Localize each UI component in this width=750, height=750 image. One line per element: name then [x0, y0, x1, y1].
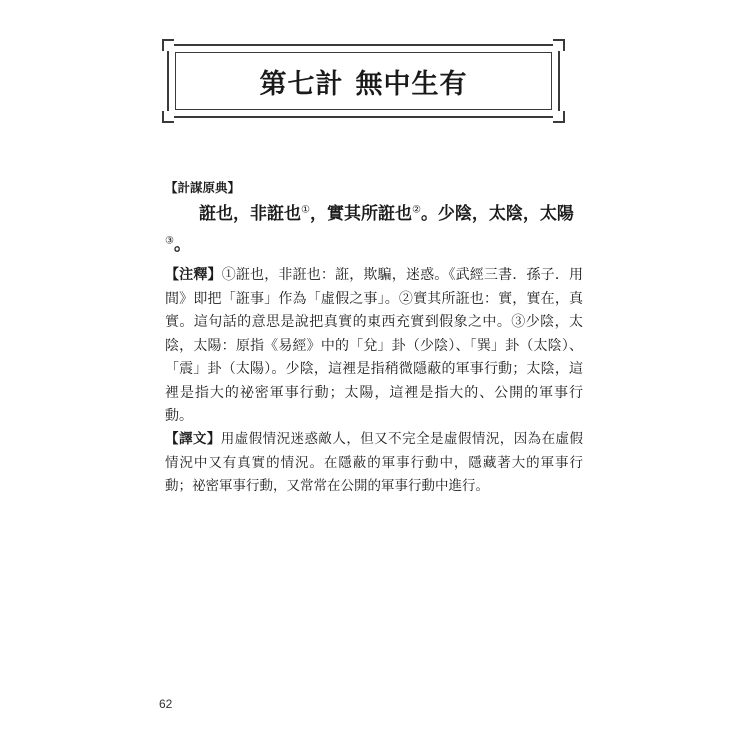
chapter-number: 第七計 — [259, 68, 344, 100]
footnote-ref: ③ — [165, 235, 174, 247]
quote-segment: 誑也，非誑也 — [199, 204, 301, 224]
translation-text: 用虛假情況迷惑敵人，但又不完全是虛假情況，因為在虛假情況中又有真實的情況。在隱蔽的軍事行動中，隱藏著大的軍事行動；祕密軍事行動，又常常在公開的軍事行動中進行。 — [165, 431, 584, 494]
chapter-title — [169, 46, 558, 116]
quote-segment: 。 — [173, 235, 191, 255]
footnote-ref: ② — [411, 204, 421, 216]
footnote-ref: ① — [301, 204, 310, 216]
stratagem-name: 無中生有 — [355, 68, 468, 100]
quote-segment: 。少陰，太陰，太陽 — [420, 204, 574, 224]
annotation-paragraph — [165, 264, 583, 429]
quote-segment: ，實其所誑也 — [309, 204, 412, 224]
annotation-text: ①誑也，非誑也：誑，欺騙，迷惑。《武經三書．孫子．用間》即把「誑事」作為「虛假之事」。②實其所誑也：實，實在，真實。這句話的意思是說把真實的東西充實到假象之中。③少陰，太陰，太陽：原指《易經》中的「兌」卦（少陰）、「巽」卦（太陰）、「震」卦（太陽）。少陰，這裡是指稍微隱蔽的軍事行動；太陰，這裡是指大的祕密軍事行動；太陽，這裡是指大的、公開的軍事行動。 — [165, 267, 584, 424]
original-text-label: 【計謀原典】 — [165, 180, 241, 195]
translation-label: 【譯文】 — [165, 431, 221, 447]
page-number: 62 — [159, 697, 173, 711]
original-quote — [165, 199, 585, 261]
annotation-label: 【注釋】 — [165, 267, 222, 283]
chapter-title-frame — [167, 44, 560, 118]
translation-paragraph — [165, 428, 583, 499]
